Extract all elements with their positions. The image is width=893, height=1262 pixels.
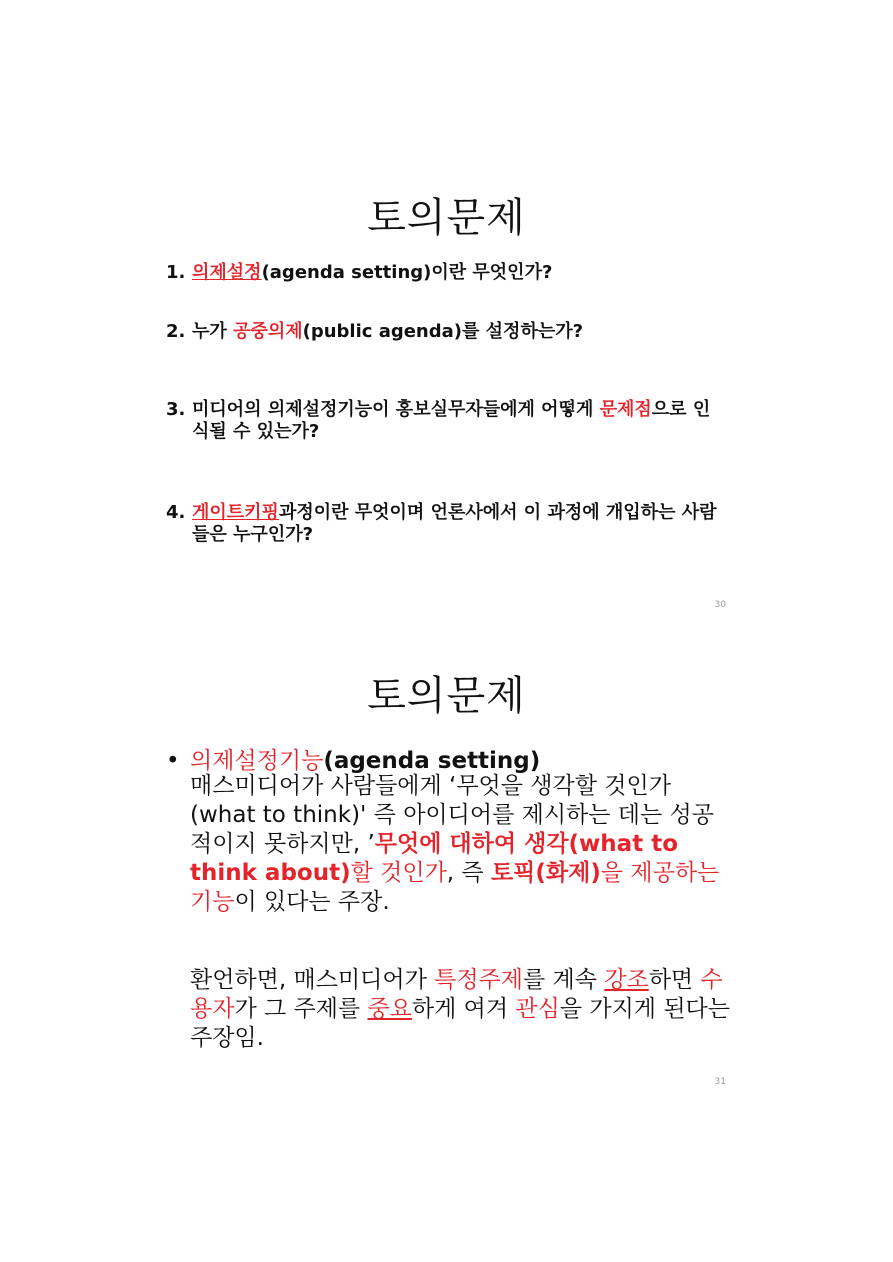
highlight-run: 무엇에 대하여 생각(what to think about) (190, 831, 678, 886)
text-run: 가 그 주제를 (234, 996, 368, 1022)
question-text (166, 262, 726, 284)
highlight-run: 강조 (604, 967, 649, 993)
question-number: 2. (166, 321, 186, 342)
question-text (166, 399, 726, 443)
question-number: 4. (166, 502, 186, 523)
question-rest: 과정이란 무엇이며 언론사에서 이 과정에 개입하는 사람들은 누구인가? (192, 502, 717, 545)
slide-30 (0, 0, 893, 630)
slide-31 (0, 630, 893, 1100)
key-term: 의제설정기능 (190, 748, 324, 774)
page-number: 30 (714, 600, 726, 610)
question-pre: 미디어의 의제설정기능이 홍보실무자들에게 어떻게 (192, 399, 600, 420)
highlight-run: 토픽(화제) (490, 860, 601, 886)
slide-title: 토의문제 (367, 673, 526, 719)
highlight-run: 특정주제 (434, 967, 523, 993)
text-run: ’ (367, 831, 375, 857)
text-run: 매스미디어가 사람들에게 ‘무엇을 생각할 것인가 (what to think)' 즉 아이디어를 제시하는 데는 성공적이지 못하지만, (190, 773, 714, 857)
key-term: 문제점 (599, 399, 652, 420)
text-run: 하게 여겨 (411, 996, 516, 1022)
question-rest: 으로 인식될 수 있는가? (192, 399, 711, 442)
question-rest: (public agenda)를 설정하는가? (302, 321, 584, 342)
highlight-run: 중요 (367, 996, 412, 1022)
question-number: 3. (166, 399, 186, 420)
question-3 (166, 399, 726, 443)
restatement-paragraph (190, 966, 730, 1053)
question-text (166, 502, 726, 546)
question-number: 1. (166, 262, 186, 283)
question-2 (166, 321, 726, 343)
text-run: 이 있다는 주장. (234, 889, 390, 915)
question-text (166, 321, 726, 343)
key-term: 게이트키핑 (192, 502, 279, 523)
definition-paragraph (190, 772, 730, 917)
slide-title: 토의문제 (367, 195, 526, 241)
bullet-heading (166, 742, 540, 775)
highlight-run: 할 것인가 (350, 860, 447, 886)
highlight-run: 관심 (515, 996, 560, 1022)
key-term: 공중의제 (233, 321, 303, 342)
question-pre: 누가 (192, 321, 234, 342)
highlight-run: 을 제공하는 기능 (190, 860, 720, 915)
bullet-marker: • (166, 748, 180, 774)
question-1 (166, 262, 726, 284)
text-run: 환언하면, 매스미디어가 (190, 967, 435, 993)
heading-rest: (agenda setting) (323, 748, 541, 774)
page-number: 31 (714, 1077, 726, 1087)
text-run: 을 가지게 된다는 주장임. (190, 996, 730, 1051)
text-run: , 즉 (446, 860, 491, 886)
question-rest: (agenda setting)이란 무엇인가? (261, 262, 553, 283)
highlight-run: 수용자 (190, 967, 723, 1022)
key-term: 의제설정 (192, 262, 262, 283)
question-4 (166, 502, 726, 546)
text-run: 를 계속 (523, 967, 605, 993)
text-run: 하면 (648, 967, 701, 993)
